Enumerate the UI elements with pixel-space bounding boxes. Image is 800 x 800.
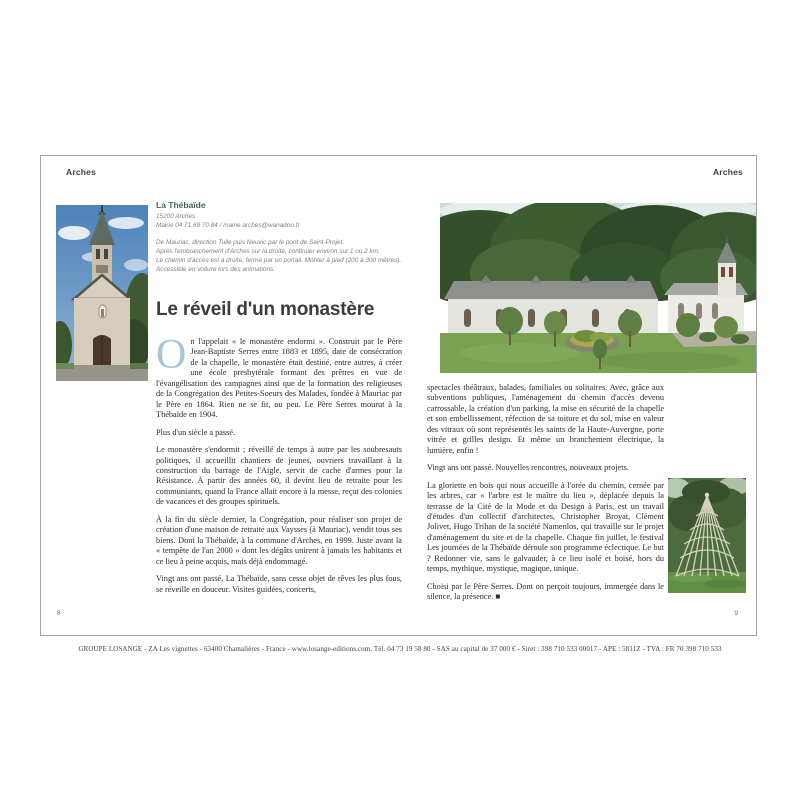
monastery-photo <box>440 203 756 373</box>
paragraph: Vingt ans ont passé. La Thébaïde, sans cesse objet de rêves les plus fous, se réveille en douceur. Visites guidées, concerts, <box>156 574 402 594</box>
practical-info-block <box>156 200 406 275</box>
book-spread <box>40 155 757 636</box>
paragraph: Choisi par le Père Serres. Dont on perçoit toujours, immergée dans le silence, la présence. ■ <box>427 581 664 602</box>
paragraph: spectacles théâtraux, balades, familiales ou solitaires. Avec, grâce aux subventions publiques, l'aménagement du chemin d'accès devenu carrossable, la création d'un parking, la mise en sécurité de la chapelle et son embellissement, réfection de sa toiture et du sol, mise en valeur des vitraux où sont représentés les saints de la Haute-Auvergne, porte vitrée et grilles design. Et même un branchement électrique, la lumière, enfin ! <box>427 383 664 455</box>
left-running-header: Arches <box>66 167 97 177</box>
gloriette-photo <box>668 478 746 593</box>
paragraph: À la fin du siècle dernier, la Congrégation, pour réaliser son projet de création d'une maison de retraite aux Vaysses (à Mauriac), vendit tous ses biens. Dont la Thébaïde, à la commune d'Arches, en 1999. Juste avant la « tempête de l'an 2000 » dont les dégâts unirent à jamais les habitants et ce lieu à peine acquis, mais déjà endommagé. <box>156 514 402 566</box>
directions-line: De Mauriac, direction Tulle puis Neuvic par le pont de Saint-Projet. <box>156 238 345 246</box>
paragraph: La gloriette en bois qui nous accueille à l'orée du chemin, cernée par les arbres, car « l'arbre est le maître du lieu », déplacée depuis la terrasse de la Cité de la Mode et du Design à Paris, est un travail d'études d'un collectif d'architectes, Christopher Broyat, Clément Jolivet, Hugo Trihan de la société Namenlos, qui travaille sur le projet d'aménagement du site et de la chapelle. Chaque fin juillet, le festival Les journées de la Thébaïde déroule son programme éclectique. Le but ? Redonner vie, sans le galvauder, à ce lieu isolé et boisé, hors du temps, mythique, mystique, magique, unique. <box>427 480 664 574</box>
article-title: Le réveil d'un monastère <box>156 299 375 320</box>
right-page-number: 9 <box>734 610 738 617</box>
left-page-number: 8 <box>57 610 61 617</box>
right-running-header: Arches <box>712 167 743 177</box>
article-column-left <box>156 332 402 602</box>
paragraph: Plus d'un siècle a passé. <box>156 427 236 437</box>
site-name: La Thébaïde <box>156 200 206 210</box>
article-column-right <box>427 383 664 610</box>
site-contact: Mairie 04 71 69 70 84 / mairie.arches@wanadoo.fr <box>156 222 300 230</box>
paragraph-text: n l'appelait « le monastère endormi ». Construit par le Père Jean-Baptiste Serres entre 1883 et 1895, date de consécration de la chapelle, le monastère était destiné, entre autres, à créer une école presbytérale formant des prêtres en vue de l'évangélisation des campagnes ainsi que de la formation des religieuses de la Congrégation des Petites-Soeurs des Malades, fondée à Mauriac par le Père en 1864. Rien ne se fit, ou peu. Le Père Serres mourut à la Thébaïde en 1904. <box>156 337 402 420</box>
directions <box>156 238 406 275</box>
drop-cap: O <box>156 332 187 378</box>
monastery-photo-illustration <box>440 203 756 373</box>
directions-line: Accessible en voiture lors des animations. <box>156 266 275 274</box>
directions-line: Après l'embranchement d'Arches sur la droite, continuer environ sur 1 ou 2 km. <box>156 247 380 255</box>
chapel-photo <box>56 205 148 381</box>
gloriette-photo-illustration <box>668 478 746 593</box>
directions-line: Le chemin d'accès est à droite, fermé par un portail. Monter à pied (200 à 300 mètres). <box>156 257 402 265</box>
chapel-photo-illustration <box>56 205 148 381</box>
paragraph: Le monastère s'endormit ; réveillé de temps à autre par les soubresauts politiques, il accueillit chantiers de jeunes, ouvriers travaillant à la construction du barrage de l'Aigle, servit de cache d'armes pour la Résistance. À partir des années 60, il devint lieu de retraite pour les communiants, quand la France allait encore à la messe, reçut des colonies de vacances et des groupes spirituels. <box>156 445 402 507</box>
publisher-footer: GROUPE LOSANGE - ZA Les vignettes - 63400 Chamalières - France - www.losange-editions.com. Tél. 04 73 19 58 80 - SAS au capital de 37 000 € - Siret : 398 710 533 00017 - APE : 5811Z - TVA : FR 70 398 710 533 <box>78 645 722 653</box>
paragraph: Vingt ans ont passé. Nouvelles rencontres, nouveaux projets. <box>427 463 629 473</box>
site-address: 15200 Arches <box>156 213 196 220</box>
paragraph <box>156 332 402 421</box>
